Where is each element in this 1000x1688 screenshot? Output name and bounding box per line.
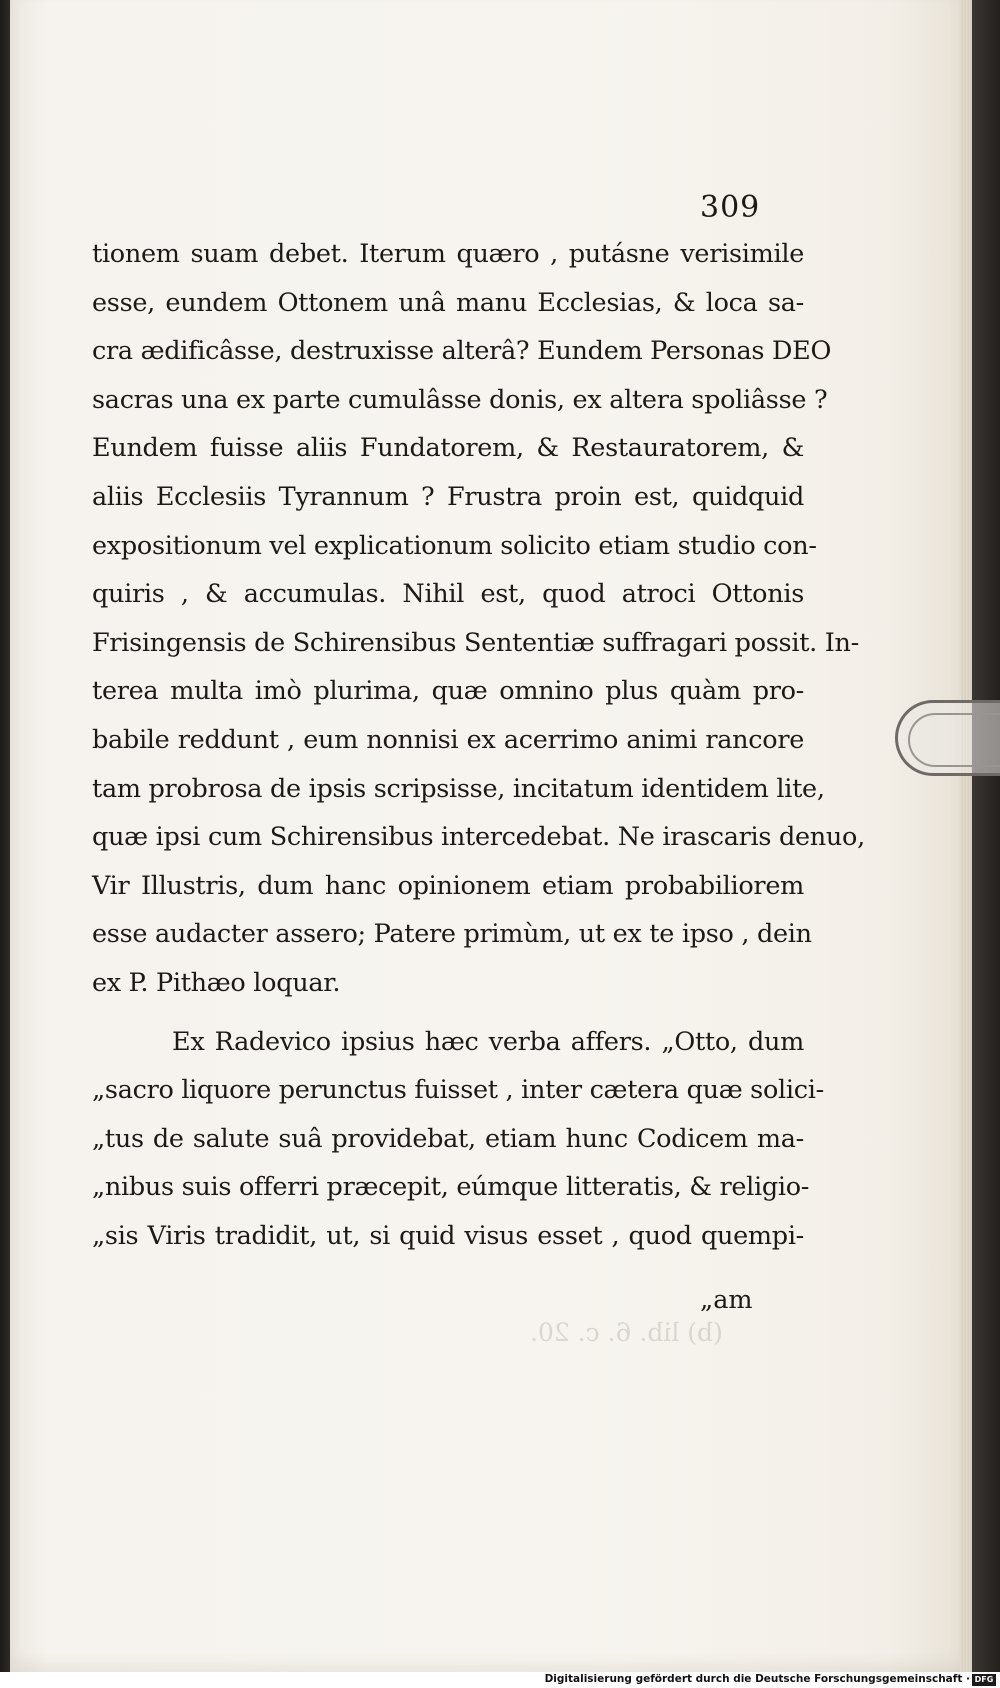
text-line: esse audacter assero; Patere primùm, ut ex te ipso , dein	[92, 919, 812, 950]
text-line: sacras una ex parte cumulâsse donis, ex altera spoliâsse ?	[92, 384, 828, 415]
paragraph-2-line: „sacro liquore perunctus fuisset , inter cætera quæ solici-	[92, 1075, 824, 1106]
paragraph-2-line: „tus de salute suâ providebat, etiam hunc Codicem ma-	[92, 1123, 804, 1154]
text-line: Vir Illustris, dum hanc opinionem etiam probabiliorem	[92, 870, 804, 901]
text-line: quiris , & accumulas. Nihil est, quod atroci Ottonis	[92, 579, 804, 610]
text-line: babile reddunt , eum nonnisi ex acerrimo animi rancore	[92, 724, 804, 755]
page-clip	[895, 700, 1000, 776]
paragraph-2-line: Ex Radevico ipsius hæc verba affers. „Otto, dum	[172, 1026, 804, 1057]
text-line: aliis Ecclesiis Tyrannum ? Frustra proin est, quidquid	[92, 481, 804, 512]
text-line: Frisingensis de Schirensibus Sententiæ suffragari possit. In-	[92, 627, 859, 658]
book-cover-right	[972, 0, 1000, 1672]
paragraph-2-line: „sis Viris tradidit, ut, si quid visus esset , quod quempi-	[92, 1220, 804, 1251]
text-line: tam probrosa de ipsis scripsisse, incitatum identidem lite,	[92, 773, 825, 804]
bleed-through-text: (b) lib. 6. c. 20.	[530, 1318, 723, 1347]
text-line: expositionum vel explicationum solicito etiam studio con-	[92, 530, 817, 561]
paragraph-2-line: „nibus suis offerri præcepit, eúmque litteratis, & religio-	[92, 1172, 810, 1203]
funding-credit: Digitalisierung gefördert durch die Deutsche Forschungsgemeinschaft ·	[544, 1673, 970, 1685]
body-text	[92, 230, 865, 1260]
text-line: Eundem fuisse aliis Fundatorem, & Restauratorem, &	[92, 433, 804, 464]
catchword: „am	[700, 1285, 753, 1315]
text-line: terea multa imò plurima, quæ omnino plus quàm pro-	[92, 676, 804, 707]
dfg-logo: DFG	[972, 1674, 996, 1686]
text-line: esse, eundem Ottonem unâ manu Ecclesias, & loca sa-	[92, 287, 804, 318]
text-line: tionem suam debet. Iterum quæro , putásne verisimile	[92, 239, 804, 269]
text-line: cra ædificâsse, destruxisse alterâ? Eundem Personas DEO	[92, 336, 832, 367]
page-number: 309	[700, 190, 761, 225]
footer-bar	[0, 1672, 1000, 1688]
text-line: ex P. Pithæo loquar.	[92, 967, 341, 998]
text-line: quæ ipsi cum Schirensibus intercedebat. Ne irascaris denuo,	[92, 822, 865, 853]
